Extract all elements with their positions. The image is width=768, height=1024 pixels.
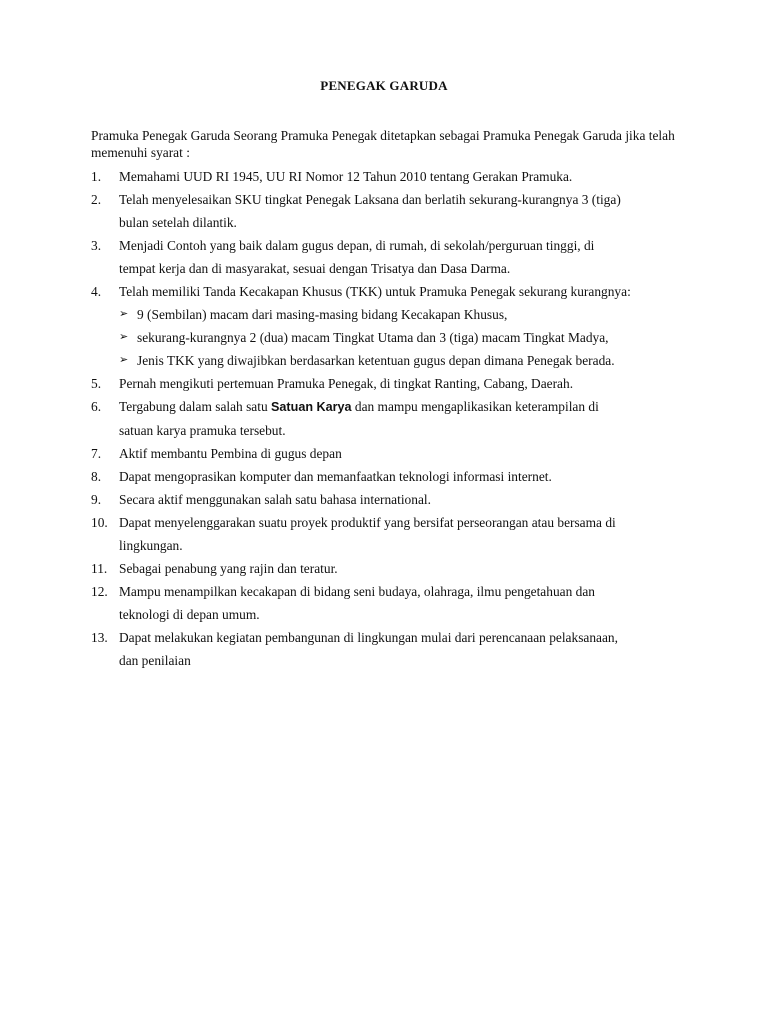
item-text-pre: Tergabung dalam salah satu xyxy=(119,399,272,414)
item-number: 2. xyxy=(91,192,102,207)
list-item-11 xyxy=(91,557,721,580)
item-text-post: dan mampu mengaplikasikan keterampilan di xyxy=(351,399,599,414)
list-item-7 xyxy=(91,442,721,465)
item-text: Aktif membantu Pembina di gugus depan xyxy=(119,446,342,461)
item-text-line-2: bulan setelah dilantik. xyxy=(119,215,237,230)
list-item-6 xyxy=(91,395,721,442)
arrow-bullet-icon: ➢ xyxy=(119,354,129,366)
intro-paragraph: Pramuka Penegak Garuda Seorang Pramuka Penegak ditetapkan sebagai Pramuka Penegak Garuda jika telah memenuhi syarat : xyxy=(91,128,675,160)
list-item-2 xyxy=(91,188,721,234)
item-text-line-2: lingkungan. xyxy=(119,538,183,553)
list-item-4 xyxy=(91,280,721,372)
item-text-line-1: Mampu menampilkan kecakapan di bidang seni budaya, olahraga, ilmu pengetahuan dan xyxy=(119,584,595,599)
item-text-line-2: teknologi di depan umum. xyxy=(119,607,260,622)
item-number: 7. xyxy=(91,446,102,461)
arrow-bullet-icon: ➢ xyxy=(119,308,129,320)
sub-bullet-item xyxy=(119,303,721,326)
sub-bullet-text: Jenis TKK yang diwajibkan berdasarkan ketentuan gugus depan dimana Penegak berada. xyxy=(137,353,615,368)
item-number: 12. xyxy=(91,584,108,599)
list-item-1 xyxy=(91,165,721,188)
requirements-list xyxy=(91,165,721,672)
item-text: Dapat mengoprasikan komputer dan memanfaatkan teknologi informasi internet. xyxy=(119,469,552,484)
item-text-line-2: dan penilaian xyxy=(119,653,191,668)
item-text: Secara aktif menggunakan salah satu bahasa international. xyxy=(119,492,431,507)
sub-bullet-item xyxy=(119,326,721,349)
sub-bullet-text: 9 (Sembilan) macam dari masing-masing bidang Kecakapan Khusus, xyxy=(137,307,508,322)
sub-bullet-item xyxy=(119,349,721,372)
item-number: 6. xyxy=(91,399,102,414)
item-number: 1. xyxy=(91,169,102,184)
item-number: 10. xyxy=(91,515,108,530)
item-number: 8. xyxy=(91,469,102,484)
item-text: Pernah mengikuti pertemuan Pramuka Penegak, di tingkat Ranting, Cabang, Daerah. xyxy=(119,376,574,391)
item-text-bold: Satuan Karya xyxy=(271,400,352,414)
list-item-3 xyxy=(91,234,721,280)
list-item-8 xyxy=(91,465,721,488)
item-text: Sebagai penabung yang rajin dan teratur. xyxy=(119,561,338,576)
sub-bullet-text: sekurang-kurangnya 2 (dua) macam Tingkat Utama dan 3 (tiga) macam Tingkat Madya, xyxy=(137,330,609,345)
item-text: Memahami UUD RI 1945, UU RI Nomor 12 Tahun 2010 tentang Gerakan Pramuka. xyxy=(119,169,573,184)
page-title: PENEGAK GARUDA xyxy=(320,78,448,93)
item-number: 5. xyxy=(91,376,102,391)
item-text-line-1 xyxy=(119,395,721,419)
item-text-line-1: Telah menyelesaikan SKU tingkat Penegak Laksana dan berlatih sekurang-kurangnya 3 (tiga) xyxy=(119,192,621,207)
list-item-12 xyxy=(91,580,721,626)
item-text: Telah memiliki Tanda Kecakapan Khusus (TKK) untuk Pramuka Penegak sekurang kurangnya: xyxy=(119,284,631,299)
item-text-line-1: Dapat menyelenggarakan suatu proyek produktif yang bersifat perseorangan atau bersama di xyxy=(119,515,616,530)
item-number: 3. xyxy=(91,238,102,253)
item-text-line-2: tempat kerja dan di masyarakat, sesuai dengan Trisatya dan Dasa Darma. xyxy=(119,261,511,276)
item-text-line-1: Menjadi Contoh yang baik dalam gugus depan, di rumah, di sekolah/perguruan tinggi, di xyxy=(119,238,595,253)
list-item-9 xyxy=(91,488,721,511)
list-item-13 xyxy=(91,626,721,672)
item-number: 13. xyxy=(91,630,108,645)
list-item-5 xyxy=(91,372,721,395)
item-text-line-2: satuan karya pramuka tersebut. xyxy=(119,423,286,438)
item-number: 11. xyxy=(91,561,108,576)
list-item-10 xyxy=(91,511,721,557)
arrow-bullet-icon: ➢ xyxy=(119,331,129,343)
item-number: 9. xyxy=(91,492,102,507)
item-number: 4. xyxy=(91,284,102,299)
item-text-line-1: Dapat melakukan kegiatan pembangunan di lingkungan mulai dari perencanaan pelaksanaan, xyxy=(119,630,618,645)
